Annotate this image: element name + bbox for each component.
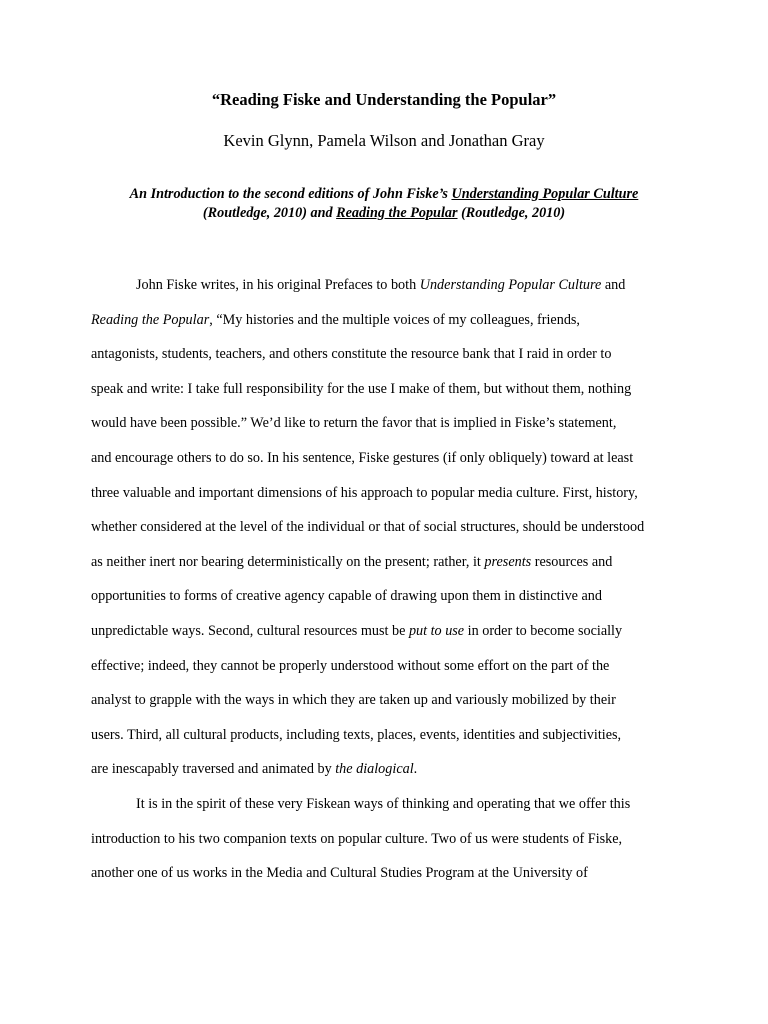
- italic-text: presents: [484, 553, 532, 570]
- text-run: John Fiske writes, in his original Prefaces to both: [136, 277, 420, 293]
- document-title: “Reading Fiske and Understanding the Popular”: [211, 90, 557, 109]
- paragraph-line: users. Third, all cultural products, including texts, places, events, identities and subjectivities,: [91, 726, 622, 743]
- text-run: unpredictable ways. Second, cultural resources must be: [91, 622, 409, 639]
- paragraph-line: speak and write: I take full responsibility for the use I make of them, but without them, nothing: [91, 380, 632, 397]
- text-run: , “My histories and the multiple voices of my colleagues, friends,: [209, 311, 580, 328]
- paragraph-line: opportunities to forms of creative agency capable of drawing upon them in distinctive and: [91, 588, 602, 605]
- book-title-underlined: Understanding Popular Culture: [451, 186, 639, 202]
- book-title-underlined: Reading the Popular: [336, 205, 458, 221]
- paragraph-line: three valuable and important dimensions of his approach to popular media culture. First, history,: [91, 484, 638, 501]
- text-run: in order to become socially: [464, 622, 623, 639]
- subtitle-text: (Routledge, 2010) and: [202, 205, 337, 221]
- paragraph-line: another one of us works in the Media and Cultural Studies Program at the University of: [91, 865, 588, 882]
- paragraph-line: [91, 752, 691, 787]
- text-run: .: [413, 761, 418, 778]
- text-run: resources and: [531, 553, 613, 570]
- italic-text: Understanding Popular Culture: [419, 277, 602, 293]
- document-subtitle: [60, 185, 708, 223]
- subtitle-line-2: [60, 204, 708, 223]
- document-authors: Kevin Glynn, Pamela Wilson and Jonathan Gray: [223, 131, 545, 150]
- subtitle-text: (Routledge, 2010): [457, 205, 566, 221]
- paragraph-line: whether considered at the level of the individual or that of social structures, should be understood: [91, 519, 645, 536]
- paragraph-line: [91, 303, 691, 338]
- body-text: [91, 268, 691, 891]
- paragraph-line: analyst to grapple with the ways in which they are taken up and variously mobilized by their: [91, 692, 616, 709]
- italic-text: Reading the Popular: [91, 311, 210, 328]
- paragraph-line: effective; indeed, they cannot be properly understood without some effort on the part of the: [91, 657, 610, 674]
- paragraph-line: would have been possible.” We’d like to return the favor that is implied in Fiske’s statement,: [91, 415, 617, 432]
- paragraph-line: introduction to his two companion texts on popular culture. Two of us were students of Fiske,: [91, 830, 623, 847]
- text-run: are inescapably traversed and animated by: [91, 761, 336, 778]
- paragraph-line: antagonists, students, teachers, and others constitute the resource bank that I raid in order to: [91, 346, 612, 363]
- paragraph-line: It is in the spirit of these very Fiskean ways of thinking and operating that we offer this: [136, 795, 631, 812]
- paragraph-line: [91, 268, 691, 303]
- italic-text: the dialogical: [335, 761, 414, 778]
- paragraph-line: [91, 545, 691, 580]
- subtitle-line-1: [60, 185, 708, 204]
- subtitle-text: An Introduction to the second editions of John Fiske’s: [129, 186, 452, 202]
- paragraph-line: [91, 614, 691, 649]
- text-run: and: [601, 277, 626, 293]
- text-run: as neither inert nor bearing deterministically on the present; rather, it: [91, 553, 485, 570]
- paragraph-line: and encourage others to do so. In his sentence, Fiske gestures (if only obliquely) toward at least: [91, 449, 634, 466]
- italic-text: put to use: [408, 622, 465, 639]
